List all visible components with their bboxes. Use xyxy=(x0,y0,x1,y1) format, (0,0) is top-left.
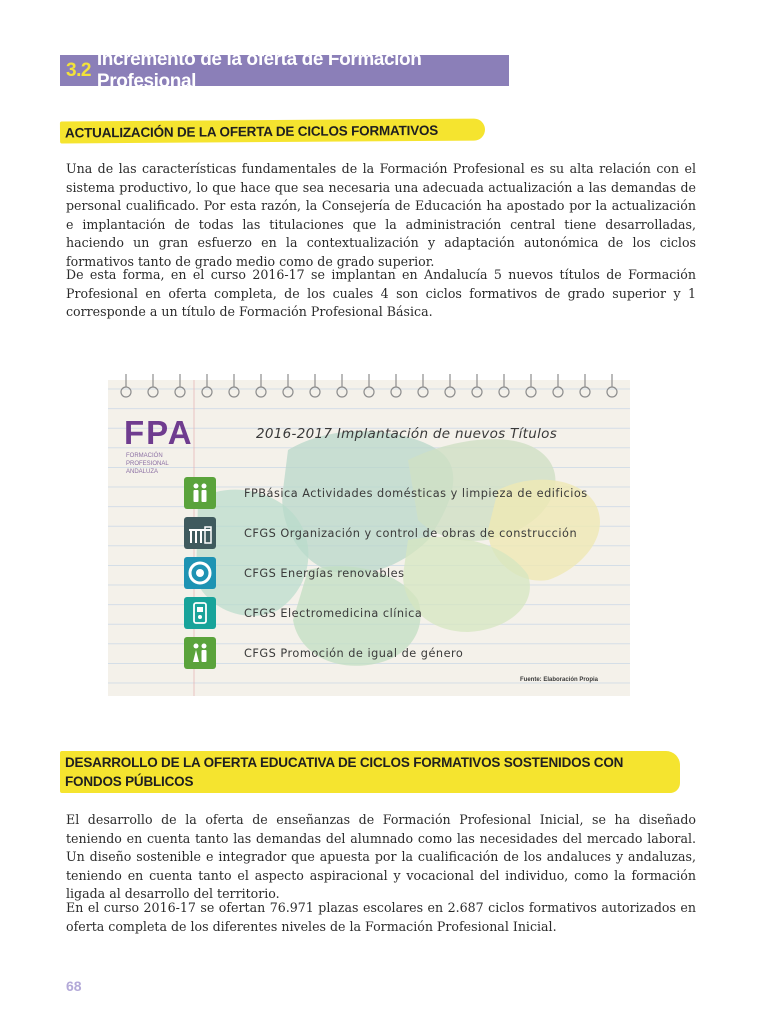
paragraph-2: De esta forma, en el curso 2016-17 se implantan en Andalucía 5 nuevos títulos de Formación Profesional en oferta completa, de los cuales 4 son ciclos formativos de grado superior y 1 corresponde a un título de Formación Profesional Básica. xyxy=(66,267,696,319)
title-item xyxy=(184,477,588,509)
page-number: 68 xyxy=(66,978,82,994)
fpa-logo: FPA xyxy=(124,414,194,451)
paragraph-1: Una de las características fundamentales de la Formación Profesional es su alta relación con el sistema productivo, lo que hace que sea necesaria una adecuada actualización a las demandas de personal cualificado. Por esta razón, la Consejería de Educación ha apostado por la actualización e implantación de todas las titulaciones que la administración central tiene desarrolladas, haciendo un gran esfuerzo en la contextualización y adaptación autonómica de los ciclos formativos tanto de grado medio como de grado superior. xyxy=(66,161,696,269)
figure-source: Fuente: Elaboración Propia xyxy=(520,677,599,683)
paragraph-3: El desarrollo de la oferta de enseñanzas de Formación Profesional Inicial, se ha diseñado teniendo en cuenta tanto las demandas del alumnado como las necesidades del mercado laboral. Un diseño sostenible e integrador que apuesta por la cualificación de los andaluces y andaluzas, teniendo en cuenta tanto el aspecto aspiracional y vocacional del individuo, como la formación ligada al desarrollo del territorio. xyxy=(66,812,696,901)
renewable-energy-icon xyxy=(184,557,216,589)
paragraph-4: En el curso 2016-17 se ofertan 76.971 plazas escolares en 2.687 ciclos formativos autorizados en oferta completa de los diferentes niveles de la Formación Profesional Inicial. xyxy=(66,900,696,934)
title-label: CFGS Organización y control de obras de construcción xyxy=(244,526,578,540)
subsection-heading-2-line1: DESARROLLO DE LA OFERTA EDUCATIVA DE CICLOS FORMATIVOS SOSTENIDOS CON xyxy=(65,755,624,770)
subsection-heading-2-line2: FONDOS PÚBLICOS xyxy=(65,774,194,789)
title-label: CFGS Energías renovables xyxy=(244,566,405,580)
section-header xyxy=(60,48,509,92)
people-icon xyxy=(184,477,216,509)
section-number: 3.2 xyxy=(66,59,91,81)
figure-title: 2016-2017 Implantación de nuevos Títulos xyxy=(256,426,558,442)
fpa-logo-subtitle: FORMACIÓN PROFESIONAL ANDALUZA xyxy=(126,453,169,475)
subsection-heading-2 xyxy=(60,751,680,793)
subsection-heading-1: ACTUALIZACIÓN DE LA OFERTA DE CICLOS FORMATIVOS xyxy=(60,119,485,144)
title-label: CFGS Promoción de igual de género xyxy=(244,646,464,660)
title-item xyxy=(184,597,422,629)
title-label: FPBásica Actividades domésticas y limpieza de edificios xyxy=(244,486,588,500)
title-item xyxy=(184,517,577,549)
section-title: Incremento de la oferta de Formación Profesional xyxy=(96,48,422,92)
medical-device-icon xyxy=(184,597,216,629)
construction-icon xyxy=(184,517,216,549)
title-item xyxy=(184,557,404,589)
gender-equality-icon xyxy=(184,637,216,669)
title-item xyxy=(184,637,463,669)
title-label: CFGS Electromedicina clínica xyxy=(244,606,423,620)
